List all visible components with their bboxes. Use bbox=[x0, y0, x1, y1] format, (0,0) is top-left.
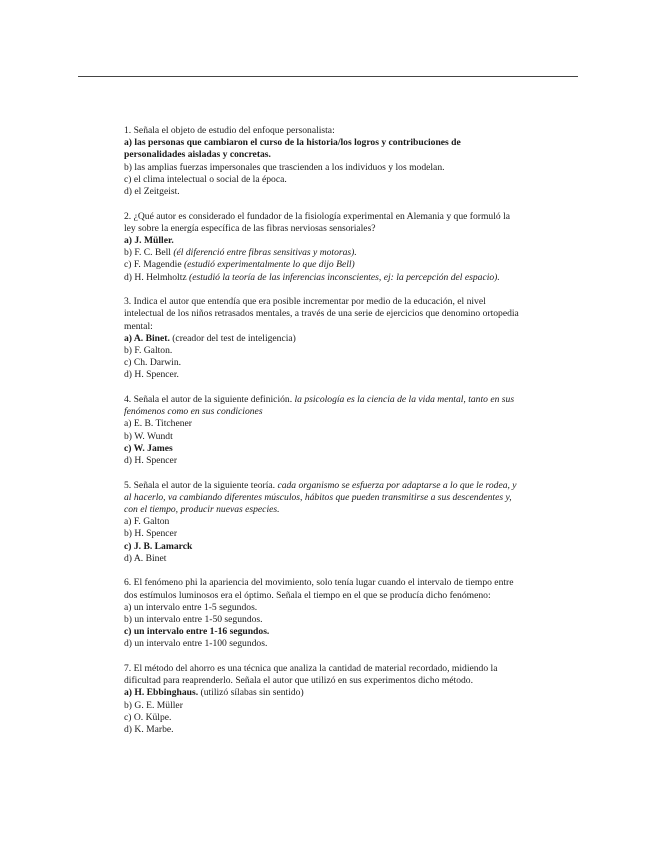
answer-option bbox=[124, 687, 524, 699]
answer-option bbox=[124, 235, 524, 247]
answer-text: d) A. Binet bbox=[124, 552, 167, 564]
answer-text: c) el clima intelectual o social de la época. bbox=[124, 173, 287, 185]
answer-option bbox=[124, 528, 524, 540]
question-stem bbox=[124, 663, 524, 687]
question-stem-text: 3. Indica el autor que entendía que era posible incrementar por medio de la educación, el nivel intelectual de los niños retrasados mentales, a través de una serie de ejercicios que denomino ortopedia mental: bbox=[124, 296, 519, 332]
answer-text: c) Ch. Darwin. bbox=[124, 357, 182, 369]
answer-text: b) las amplias fuerzas impersonales que trascienden a los individuos y los modelan. bbox=[124, 161, 445, 173]
correct-answer-text: c) W. James bbox=[124, 442, 173, 454]
answer-note: (estudió experimentalmente lo que dijo Bell) bbox=[183, 259, 355, 271]
question-block bbox=[124, 577, 524, 650]
answer-option bbox=[124, 614, 524, 626]
question-stem bbox=[124, 394, 524, 418]
question-block bbox=[124, 296, 524, 381]
correct-answer-text: a) H. Ebbinghaus. bbox=[124, 687, 199, 699]
answer-text: d) H. Spencer. bbox=[124, 369, 179, 381]
question-stem bbox=[124, 480, 524, 517]
answer-note: (utilizó sílabas sin sentido) bbox=[198, 687, 304, 699]
answer-text: d) K. Marbe. bbox=[124, 724, 174, 736]
answer-option bbox=[124, 272, 524, 284]
answer-option bbox=[124, 455, 524, 467]
answer-option bbox=[124, 259, 524, 271]
answer-option bbox=[124, 553, 524, 565]
question-stem bbox=[124, 211, 524, 235]
answer-text: c) F. Magendie bbox=[124, 259, 184, 271]
question-stem bbox=[124, 125, 524, 137]
answer-option bbox=[124, 369, 524, 381]
answer-text: b) H. Spencer bbox=[124, 528, 178, 540]
answer-option bbox=[124, 638, 524, 650]
answer-option bbox=[124, 700, 524, 712]
answer-option bbox=[124, 418, 524, 430]
answer-note: (estudió la teoría de las inferencias inconscientes, ej: la percepción del espacio). bbox=[189, 271, 500, 283]
answer-option bbox=[124, 137, 524, 161]
answer-text: b) un intervalo entre 1-50 segundos. bbox=[124, 614, 263, 626]
answer-text: b) F. Galton. bbox=[124, 345, 173, 357]
question-block bbox=[124, 663, 524, 736]
question-stem-text: 4. Señala el autor de la siguiente definición. bbox=[124, 394, 295, 406]
answer-text: d) el Zeitgeist. bbox=[124, 186, 180, 198]
answer-note: (creador del test de inteligencia) bbox=[169, 332, 296, 344]
answer-option bbox=[124, 357, 524, 369]
question-stem bbox=[124, 577, 524, 601]
header-rule bbox=[78, 76, 578, 77]
answer-option bbox=[124, 333, 524, 345]
answer-option bbox=[124, 541, 524, 553]
question-stem-text: 5. Señala el autor de la siguiente teoría. bbox=[124, 479, 278, 491]
question-block bbox=[124, 125, 524, 198]
answer-text: d) H. Helmholtz bbox=[124, 271, 190, 283]
answer-note: (él diferenció entre fibras sensitivas y motoras). bbox=[173, 247, 357, 259]
question-stem-text: 7. El método del ahorro es una técnica que analiza la cantidad de material recordado, midiendo la dificultad para reaprenderlo. Señala el autor que utilizó en sus experimentos dicho método. bbox=[124, 663, 498, 687]
question-stem-text: 1. Señala el objeto de estudio del enfoque personalista: bbox=[124, 125, 335, 136]
answer-text: c) O. Külpe. bbox=[124, 711, 172, 723]
answer-option bbox=[124, 626, 524, 638]
answer-text: d) un intervalo entre 1-100 segundos. bbox=[124, 638, 268, 650]
question-block bbox=[124, 394, 524, 467]
answer-text: d) H. Spencer bbox=[124, 455, 178, 467]
question-block bbox=[124, 211, 524, 284]
correct-answer-text: c) un intervalo entre 1-16 segundos. bbox=[124, 626, 270, 638]
answer-text: b) F. C. Bell bbox=[124, 247, 174, 259]
answer-option bbox=[124, 174, 524, 186]
answer-option bbox=[124, 712, 524, 724]
answer-text: a) E. B. Titchener bbox=[124, 418, 192, 430]
answer-option bbox=[124, 516, 524, 528]
answer-text: a) un intervalo entre 1-5 segundos. bbox=[124, 601, 258, 613]
answer-option bbox=[124, 431, 524, 443]
question-list bbox=[124, 125, 524, 749]
answer-option bbox=[124, 186, 524, 198]
answer-option bbox=[124, 443, 524, 455]
answer-option bbox=[124, 724, 524, 736]
correct-answer-text: a) A. Binet. bbox=[124, 332, 170, 344]
answer-option bbox=[124, 162, 524, 174]
answer-text: b) W. Wundt bbox=[124, 430, 173, 442]
correct-answer-text: a) J. Müller. bbox=[124, 235, 174, 247]
question-block bbox=[124, 480, 524, 565]
correct-answer-text: c) J. B. Lamarck bbox=[124, 540, 193, 552]
question-quote: la psicología es la ciencia de la vida mental, tanto en sus fenómenos como en sus condiciones bbox=[124, 394, 515, 418]
question-stem-text: 6. El fenómeno phi la apariencia del movimiento, solo tenía lugar cuando el intervalo de tiempo entre dos estímulos luminosos era el óptimo. Señala el tiempo en el que se producía dicho fenómeno: bbox=[124, 577, 514, 601]
question-quote: cada organismo se esfuerza por adaptarse a lo que le rodea, y al hacerlo, va cambiando diferentes músculos, hábitos que pueden transmitirse a sus descendentes y, con el tiempo, producir nuevas especies. bbox=[124, 479, 517, 516]
answer-text: a) F. Galton bbox=[124, 516, 170, 528]
question-stem bbox=[124, 296, 524, 333]
answer-option bbox=[124, 345, 524, 357]
correct-answer-text: a) las personas que cambiaron el curso de la historia/los logros y contribuciones de personalidades aisladas y concretas. bbox=[124, 137, 461, 161]
answer-text: b) G. E. Müller bbox=[124, 699, 183, 711]
answer-option bbox=[124, 247, 524, 259]
question-stem-text: 2. ¿Qué autor es considerado el fundador de la fisiología experimental en Alemania y que formuló la ley sobre la energía específica de las fibras nerviosas sensoriales? bbox=[124, 210, 511, 234]
answer-option bbox=[124, 602, 524, 614]
